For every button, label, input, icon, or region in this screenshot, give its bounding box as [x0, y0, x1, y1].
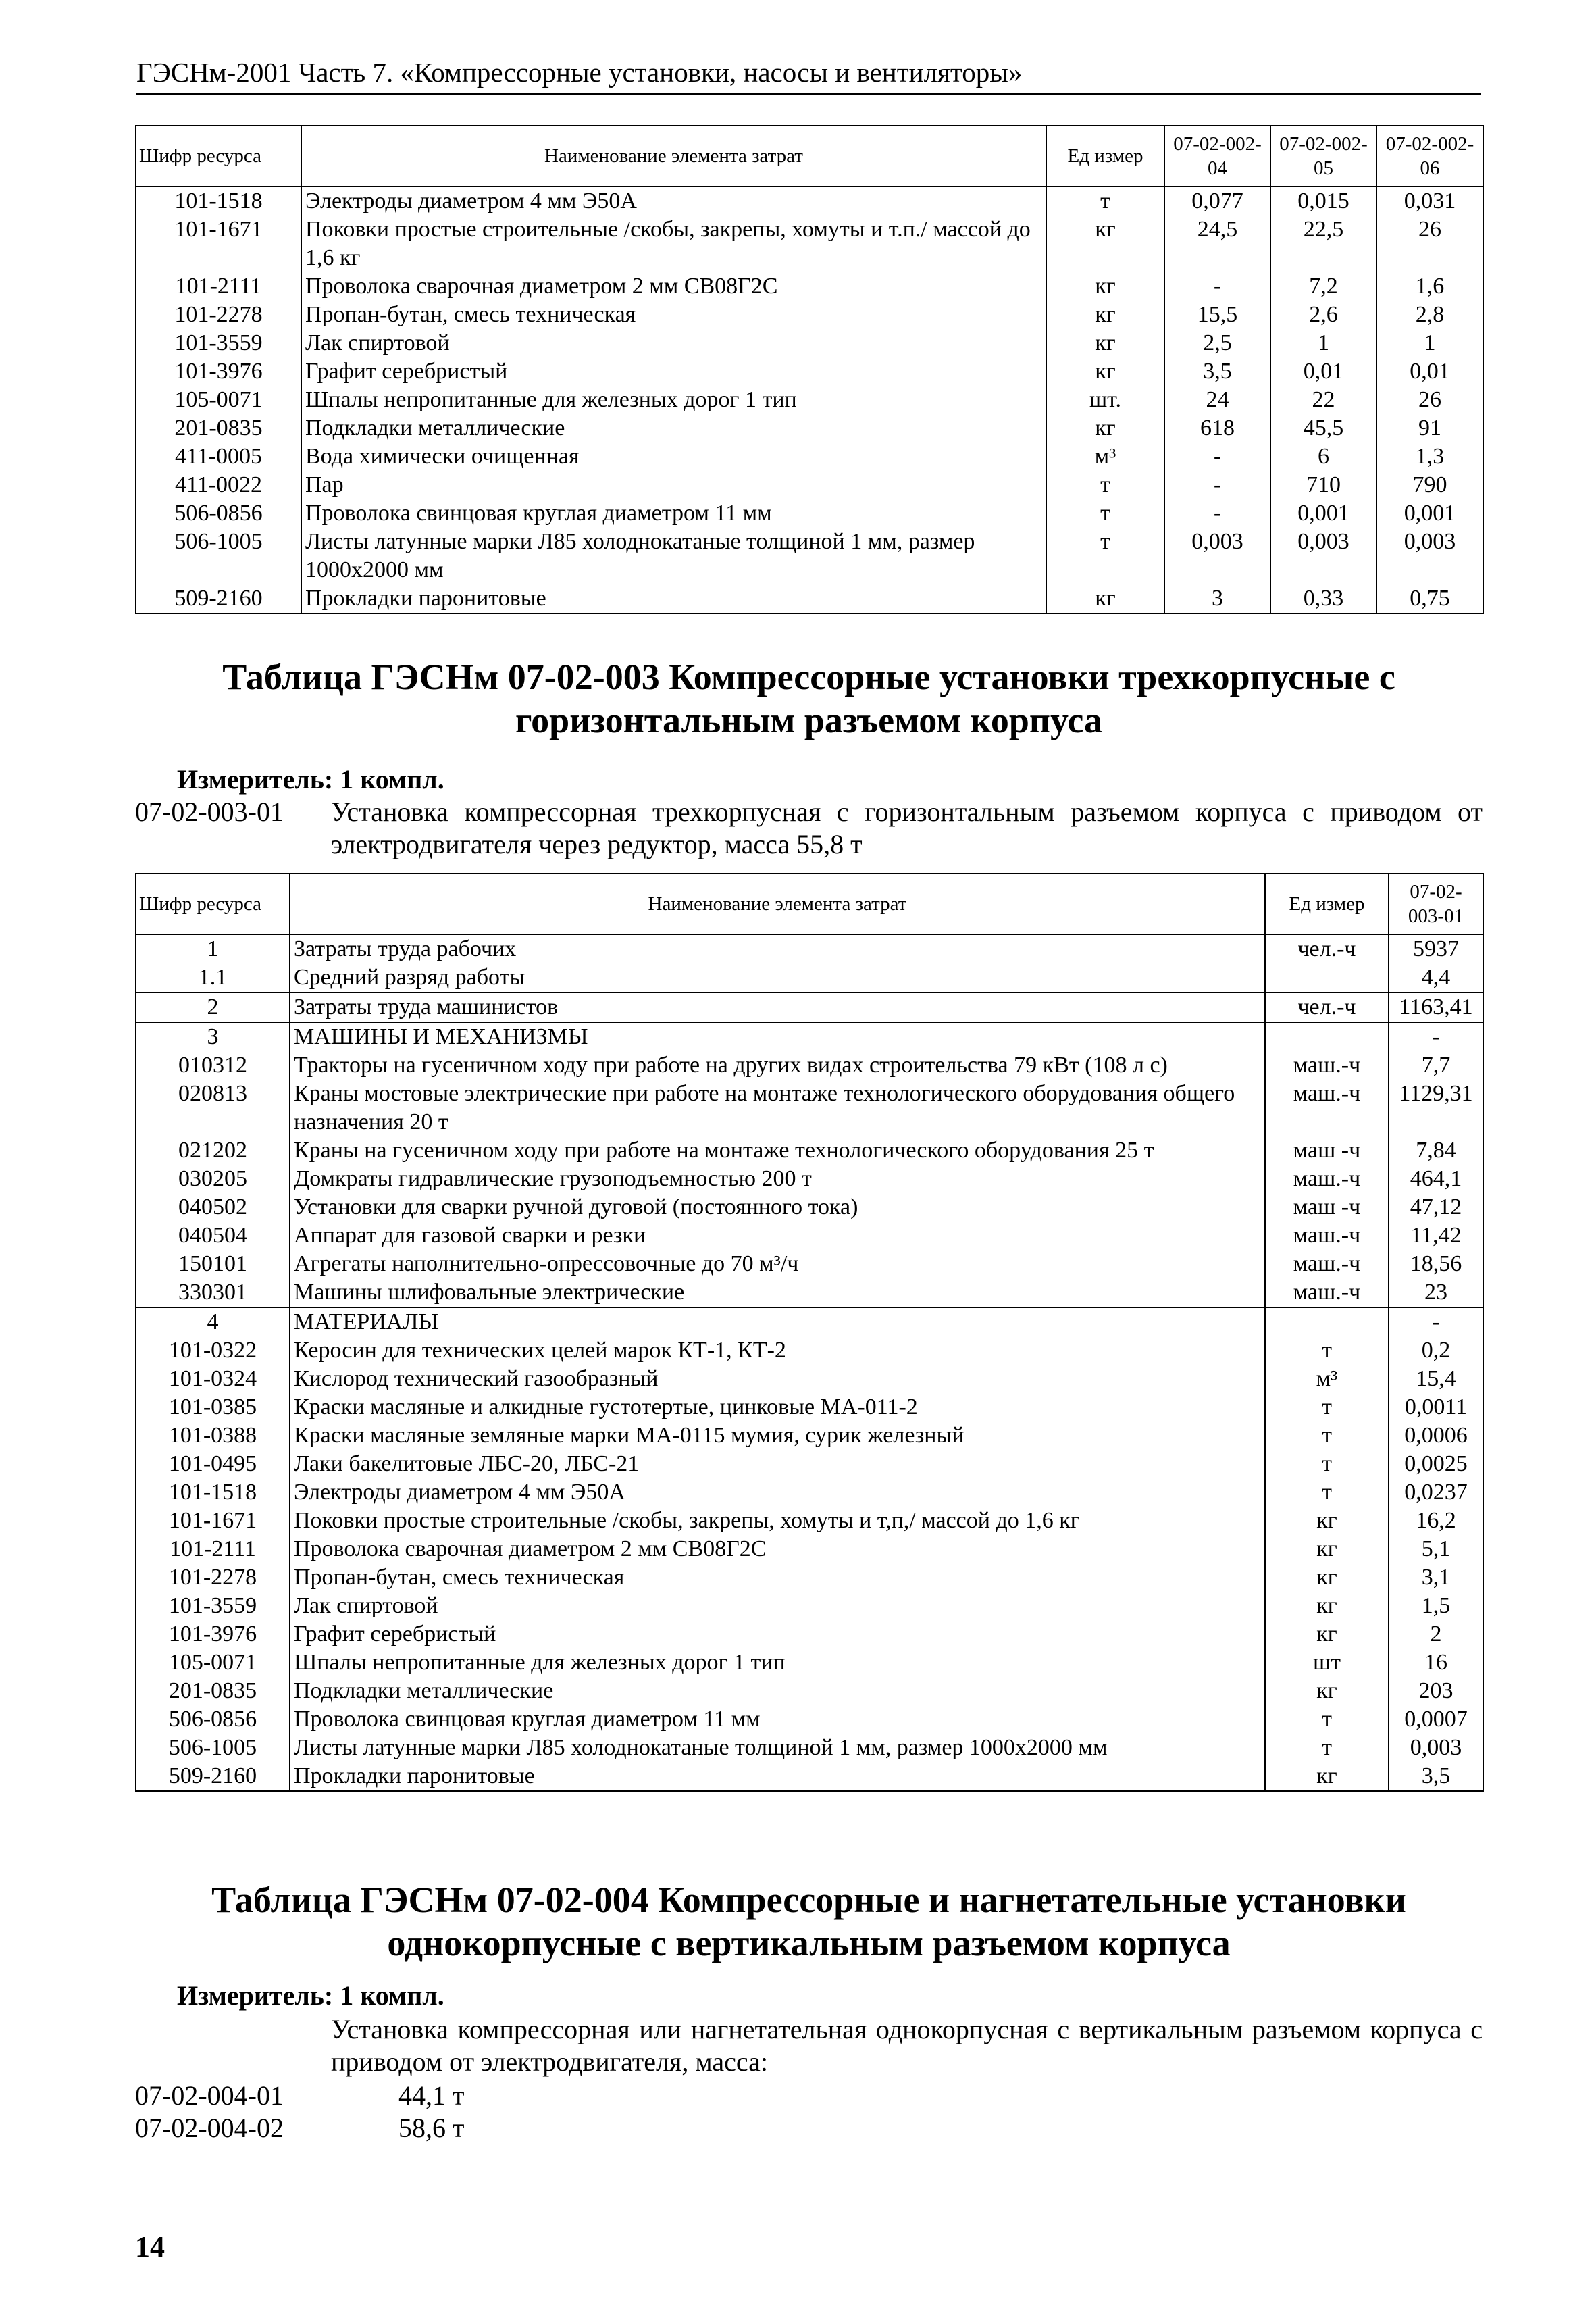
norm-item-code-1: 07-02-004-01 [135, 2080, 284, 2111]
norm-item-value-1: 44,1 т [398, 2080, 465, 2111]
norm-value-06: 26 [1376, 386, 1483, 414]
norm-value-04: - [1164, 499, 1270, 528]
norm-value: 0,0007 [1389, 1705, 1483, 1734]
col-header-norm-04: 07-02-002-04 [1164, 126, 1270, 186]
col-header-name: Наименование элемента затрат [301, 126, 1046, 186]
table-row [136, 1365, 1483, 1393]
table-row [136, 1222, 1483, 1250]
norm-description: Установка компрессорная трехкорпусная с горизонтальным разъемом корпуса с приводом от электродвигателя через редуктор, масса 55,8 т [331, 797, 1483, 859]
norm-value: 18,56 [1389, 1250, 1483, 1278]
table-row [136, 1022, 1483, 1051]
unit: т [1265, 1478, 1389, 1507]
norm-value-05: 22 [1270, 386, 1376, 414]
unit: кг [1046, 584, 1164, 613]
unit: т [1265, 1734, 1389, 1762]
norm-value: 3,1 [1389, 1563, 1483, 1592]
unit: маш.-ч [1265, 1051, 1389, 1080]
norm-value-05: 0,33 [1270, 584, 1376, 613]
unit: шт. [1046, 386, 1164, 414]
norm-description: Установка компрессорная или нагнетательная однокорпусная с вертикальным разъемом корпуса с приводом от электродвигателя, масса: [331, 2014, 1483, 2077]
norm-value-06: 790 [1376, 471, 1483, 499]
resource-table-1 [135, 125, 1484, 614]
unit: м³ [1046, 443, 1164, 471]
norm-value: 1129,31 [1389, 1080, 1483, 1136]
resource-code: 150101 [136, 1250, 290, 1278]
resource-name: Проволока сварочная диаметром 2 мм СВ08Г2С [290, 1535, 1265, 1563]
unit: кг [1046, 216, 1164, 272]
table-title-07-02-003: Таблица ГЭСНм 07-02-003 Компрессорные установки трехкорпусные с горизонтальным разъемом корпуса [222, 657, 1395, 740]
table-row [136, 1307, 1483, 1336]
table-row [136, 934, 1483, 963]
unit: т [1046, 528, 1164, 584]
norm-value: 5,1 [1389, 1535, 1483, 1563]
resource-name: МАТЕРИАЛЫ [290, 1307, 1265, 1336]
unit: кг [1046, 357, 1164, 386]
resource-code: 506-1005 [136, 1734, 290, 1762]
norm-value: 4,4 [1389, 963, 1483, 992]
table-row [136, 499, 1483, 528]
resource-name: Прокладки паронитовые [301, 584, 1046, 613]
norm-value-06: 1,6 [1376, 272, 1483, 301]
norm-value-05: 0,01 [1270, 357, 1376, 386]
norm-value: 7,84 [1389, 1136, 1483, 1165]
table-row [136, 1478, 1483, 1507]
resource-name: Домкраты гидравлические грузоподъемностью 200 т [290, 1165, 1265, 1193]
table-row [136, 216, 1483, 272]
resource-code: 506-1005 [136, 528, 301, 584]
unit: кг [1046, 301, 1164, 329]
unit: т [1265, 1450, 1389, 1478]
table-row [136, 1051, 1483, 1080]
resource-code: 506-0856 [136, 499, 301, 528]
resource-code: 101-2278 [136, 1563, 290, 1592]
norm-value: 0,2 [1389, 1336, 1483, 1365]
norm-value: 0,0006 [1389, 1422, 1483, 1450]
table-row [136, 186, 1483, 216]
resource-name: Аппарат для газовой сварки и резки [290, 1222, 1265, 1250]
norm-value-04: 0,003 [1164, 528, 1270, 584]
page-header: ГЭСНм-2001 Часть 7. «Компрессорные установки, насосы и вентиляторы» [136, 55, 1481, 95]
table-row [136, 1535, 1483, 1563]
table-row [136, 1165, 1483, 1193]
table-row [136, 1393, 1483, 1422]
norm-value-04: 618 [1164, 414, 1270, 443]
table-title-07-02-004: Таблица ГЭСНм 07-02-004 Компрессорные и нагнетательные установки однокорпусные с вертикальным разъемом корпуса [211, 1880, 1406, 1963]
norm-value: - [1389, 1307, 1483, 1336]
unit: кг [1265, 1563, 1389, 1592]
table-row [136, 414, 1483, 443]
col-header-norm-01: 07-02-003-01 [1389, 874, 1483, 934]
resource-code: 4 [136, 1307, 290, 1336]
norm-item-value-2: 58,6 т [398, 2113, 465, 2143]
unit: маш.-ч [1265, 1222, 1389, 1250]
norm-value-05: 0,015 [1270, 186, 1376, 216]
norm-value: - [1389, 1022, 1483, 1051]
unit: кг [1046, 329, 1164, 357]
col-header-norm-06: 07-02-002-06 [1376, 126, 1483, 186]
resource-code: 201-0835 [136, 414, 301, 443]
norm-value: 2 [1389, 1620, 1483, 1649]
table-row [136, 443, 1483, 471]
resource-name: Проволока свинцовая круглая диаметром 11 мм [290, 1705, 1265, 1734]
unit: кг [1265, 1535, 1389, 1563]
norm-value-04: 0,077 [1164, 186, 1270, 216]
norm-value: 15,4 [1389, 1365, 1483, 1393]
table-row [136, 1620, 1483, 1649]
col-header-code: Шифр ресурса [136, 874, 290, 934]
resource-code: 101-0495 [136, 1450, 290, 1478]
norm-value-04: - [1164, 471, 1270, 499]
unit: кг [1265, 1677, 1389, 1705]
resource-code: 020813 [136, 1080, 290, 1136]
col-header-unit: Ед измер [1046, 126, 1164, 186]
table-row [136, 528, 1483, 584]
resource-code: 509-2160 [136, 1762, 290, 1791]
resource-name: Проволока сварочная диаметром 2 мм СВ08Г2С [301, 272, 1046, 301]
unit [1265, 1022, 1389, 1051]
norm-value-05: 710 [1270, 471, 1376, 499]
resource-code: 101-3976 [136, 1620, 290, 1649]
resource-name: Шпалы непропитанные для железных дорог 1 тип [301, 386, 1046, 414]
resource-name: Проволока свинцовая круглая диаметром 11 мм [301, 499, 1046, 528]
resource-code: 105-0071 [136, 1649, 290, 1677]
unit: кг [1265, 1762, 1389, 1791]
unit: маш.-ч [1265, 1165, 1389, 1193]
resource-name: Краски масляные и алкидные густотертые, цинковые МА-011-2 [290, 1393, 1265, 1422]
resource-code: 105-0071 [136, 386, 301, 414]
table-row [136, 1734, 1483, 1762]
norm-value-04: 2,5 [1164, 329, 1270, 357]
norm-value-05: 1 [1270, 329, 1376, 357]
table-row [136, 1422, 1483, 1450]
norm-code: 07-02-003-01 [135, 797, 284, 827]
table-row [136, 1677, 1483, 1705]
norm-value: 0,0025 [1389, 1450, 1483, 1478]
table-row [136, 1080, 1483, 1136]
resource-name: Лак спиртовой [290, 1592, 1265, 1620]
resource-name: Графит серебристый [301, 357, 1046, 386]
table-row [136, 992, 1483, 1022]
unit: шт [1265, 1649, 1389, 1677]
table-row [136, 1250, 1483, 1278]
table-row [136, 471, 1483, 499]
table-row [136, 357, 1483, 386]
norm-value: 203 [1389, 1677, 1483, 1705]
norm-value: 0,003 [1389, 1734, 1483, 1762]
col-header-norm-05: 07-02-002-05 [1270, 126, 1376, 186]
resource-name: Поковки простые строительные /скобы, закрепы, хомуты и т,п,/ массой до 1,6 кг [290, 1507, 1265, 1535]
norm-item-code-2: 07-02-004-02 [135, 2113, 284, 2143]
resource-code: 030205 [136, 1165, 290, 1193]
norm-value-04: - [1164, 443, 1270, 471]
table-row [136, 1762, 1483, 1791]
table-row [136, 1336, 1483, 1365]
resource-name: Листы латунные марки Л85 холоднокатаные толщиной 1 мм, размер 1000х2000 мм [301, 528, 1046, 584]
resource-code: 101-1518 [136, 186, 301, 216]
norm-value: 3,5 [1389, 1762, 1483, 1791]
col-header-code: Шифр ресурса [136, 126, 301, 186]
resource-name: Краски масляные земляные марки МА-0115 мумия, сурик железный [290, 1422, 1265, 1450]
table-row [136, 584, 1483, 613]
norm-value: 16 [1389, 1649, 1483, 1677]
resource-code: 101-3976 [136, 357, 301, 386]
resource-code: 101-3559 [136, 329, 301, 357]
resource-code: 010312 [136, 1051, 290, 1080]
unit: т [1265, 1422, 1389, 1450]
resource-name: Лаки бакелитовые ЛБС-20, ЛБС-21 [290, 1450, 1265, 1478]
unit: маш.-ч [1265, 1080, 1389, 1136]
table-row [136, 1450, 1483, 1478]
resource-name: Подкладки металлические [301, 414, 1046, 443]
unit: т [1265, 1393, 1389, 1422]
norm-value-06: 1,3 [1376, 443, 1483, 471]
unit: маш -ч [1265, 1136, 1389, 1165]
norm-value-06: 0,031 [1376, 186, 1483, 216]
norm-value-05: 22,5 [1270, 216, 1376, 272]
resource-code: 330301 [136, 1278, 290, 1307]
resource-code: 1 [136, 934, 290, 963]
resource-name: Пропан-бутан, смесь техническая [290, 1563, 1265, 1592]
resource-name: Краны мостовые электрические при работе на монтаже технологического оборудования общего назначения 20 т [290, 1080, 1265, 1136]
norm-value-04: 24,5 [1164, 216, 1270, 272]
norm-value: 464,1 [1389, 1165, 1483, 1193]
resource-name: Шпалы непропитанные для железных дорог 1 тип [290, 1649, 1265, 1677]
norm-value: 0,0237 [1389, 1478, 1483, 1507]
col-header-name: Наименование элемента затрат [290, 874, 1265, 934]
resource-name: Краны на гусеничном ходу при работе на монтаже технологического оборудования 25 т [290, 1136, 1265, 1165]
table-row [136, 1563, 1483, 1592]
unit: кг [1046, 272, 1164, 301]
resource-code: 101-3559 [136, 1592, 290, 1620]
resource-code: 101-1671 [136, 216, 301, 272]
resource-name: Графит серебристый [290, 1620, 1265, 1649]
norm-value: 1163,41 [1389, 992, 1483, 1022]
table-row [136, 272, 1483, 301]
norm-value-06: 0,001 [1376, 499, 1483, 528]
resource-name: Затраты труда машинистов [290, 992, 1265, 1022]
table-row [136, 1136, 1483, 1165]
unit: кг [1046, 414, 1164, 443]
resource-name: Керосин для технических целей марок КТ-1, КТ-2 [290, 1336, 1265, 1365]
resource-name: Вода химически очищенная [301, 443, 1046, 471]
resource-code: 1.1 [136, 963, 290, 992]
resource-code: 2 [136, 992, 290, 1022]
unit [1265, 1307, 1389, 1336]
norm-value-04: 24 [1164, 386, 1270, 414]
resource-code: 506-0856 [136, 1705, 290, 1734]
unit: чел.-ч [1265, 934, 1389, 963]
norm-value-06: 91 [1376, 414, 1483, 443]
norm-value-04: 15,5 [1164, 301, 1270, 329]
unit: т [1265, 1336, 1389, 1365]
resource-name: Средний разряд работы [290, 963, 1265, 992]
resource-name: Поковки простые строительные /скобы, закрепы, хомуты и т.п./ массой до 1,6 кг [301, 216, 1046, 272]
resource-name: МАШИНЫ И МЕХАНИЗМЫ [290, 1022, 1265, 1051]
resource-name: Кислород технический газообразный [290, 1365, 1265, 1393]
meter-label: Измеритель: 1 компл. [177, 1980, 444, 2011]
unit: кг [1265, 1592, 1389, 1620]
resource-code: 101-1671 [136, 1507, 290, 1535]
norm-value-04: - [1164, 272, 1270, 301]
norm-value-06: 26 [1376, 216, 1483, 272]
resource-code: 101-2278 [136, 301, 301, 329]
norm-value: 16,2 [1389, 1507, 1483, 1535]
norm-value-05: 2,6 [1270, 301, 1376, 329]
resource-name: Пропан-бутан, смесь техническая [301, 301, 1046, 329]
norm-value: 23 [1389, 1278, 1483, 1307]
resource-name: Пар [301, 471, 1046, 499]
unit: т [1046, 471, 1164, 499]
table-row [136, 1507, 1483, 1535]
resource-code: 101-0324 [136, 1365, 290, 1393]
unit: маш -ч [1265, 1193, 1389, 1222]
meter-label: Измеритель: 1 компл. [177, 764, 444, 795]
norm-value: 5937 [1389, 934, 1483, 963]
resource-name: Лак спиртовой [301, 329, 1046, 357]
resource-code: 101-0385 [136, 1393, 290, 1422]
norm-value-05: 7,2 [1270, 272, 1376, 301]
unit: маш.-ч [1265, 1278, 1389, 1307]
resource-name: Прокладки паронитовые [290, 1762, 1265, 1791]
resource-code: 040504 [136, 1222, 290, 1250]
norm-value-06: 0,003 [1376, 528, 1483, 584]
resource-code: 021202 [136, 1136, 290, 1165]
resource-name: Электроды диаметром 4 мм Э50А [290, 1478, 1265, 1507]
table-row [136, 1592, 1483, 1620]
norm-value: 7,7 [1389, 1051, 1483, 1080]
norm-value-06: 1 [1376, 329, 1483, 357]
resource-code: 101-2111 [136, 272, 301, 301]
norm-value-05: 0,003 [1270, 528, 1376, 584]
unit: кг [1265, 1620, 1389, 1649]
norm-value-05: 6 [1270, 443, 1376, 471]
resource-code: 101-0322 [136, 1336, 290, 1365]
norm-value-05: 0,001 [1270, 499, 1376, 528]
resource-code: 411-0005 [136, 443, 301, 471]
resource-table-2 [135, 873, 1484, 1792]
resource-name: Машины шлифовальные электрические [290, 1278, 1265, 1307]
norm-value-04: 3 [1164, 584, 1270, 613]
table-row [136, 329, 1483, 357]
resource-code: 509-2160 [136, 584, 301, 613]
table-row [136, 301, 1483, 329]
page-number: 14 [135, 2230, 165, 2263]
norm-value: 47,12 [1389, 1193, 1483, 1222]
resource-code: 040502 [136, 1193, 290, 1222]
resource-code: 3 [136, 1022, 290, 1051]
resource-name: Тракторы на гусеничном ходу при работе на других видах строительства 79 кВт (108 л с) [290, 1051, 1265, 1080]
resource-name: Листы латунные марки Л85 холоднокатаные толщиной 1 мм, размер 1000х2000 мм [290, 1734, 1265, 1762]
norm-value: 0,0011 [1389, 1393, 1483, 1422]
norm-value-04: 3,5 [1164, 357, 1270, 386]
resource-name: Электроды диаметром 4 мм Э50А [301, 186, 1046, 216]
norm-value: 11,42 [1389, 1222, 1483, 1250]
resource-code: 101-2111 [136, 1535, 290, 1563]
resource-name: Агрегаты наполнительно-опрессовочные до 70 м³/ч [290, 1250, 1265, 1278]
resource-name: Затраты труда рабочих [290, 934, 1265, 963]
resource-code: 411-0022 [136, 471, 301, 499]
resource-code: 101-1518 [136, 1478, 290, 1507]
unit: т [1046, 186, 1164, 216]
unit: чел.-ч [1265, 992, 1389, 1022]
unit: т [1046, 499, 1164, 528]
resource-code: 101-0388 [136, 1422, 290, 1450]
unit: м³ [1265, 1365, 1389, 1393]
table-row [136, 1278, 1483, 1307]
unit [1265, 963, 1389, 992]
table-row [136, 1193, 1483, 1222]
table-row [136, 1649, 1483, 1677]
norm-value: 1,5 [1389, 1592, 1483, 1620]
resource-name: Подкладки металлические [290, 1677, 1265, 1705]
unit: т [1265, 1705, 1389, 1734]
unit: маш.-ч [1265, 1250, 1389, 1278]
norm-value-05: 45,5 [1270, 414, 1376, 443]
norm-value-06: 0,75 [1376, 584, 1483, 613]
table-row [136, 1705, 1483, 1734]
resource-code: 201-0835 [136, 1677, 290, 1705]
resource-name: Установки для сварки ручной дуговой (постоянного тока) [290, 1193, 1265, 1222]
norm-value-06: 0,01 [1376, 357, 1483, 386]
table-row [136, 386, 1483, 414]
unit: кг [1265, 1507, 1389, 1535]
table-row [136, 963, 1483, 992]
norm-value-06: 2,8 [1376, 301, 1483, 329]
col-header-unit: Ед измер [1265, 874, 1389, 934]
